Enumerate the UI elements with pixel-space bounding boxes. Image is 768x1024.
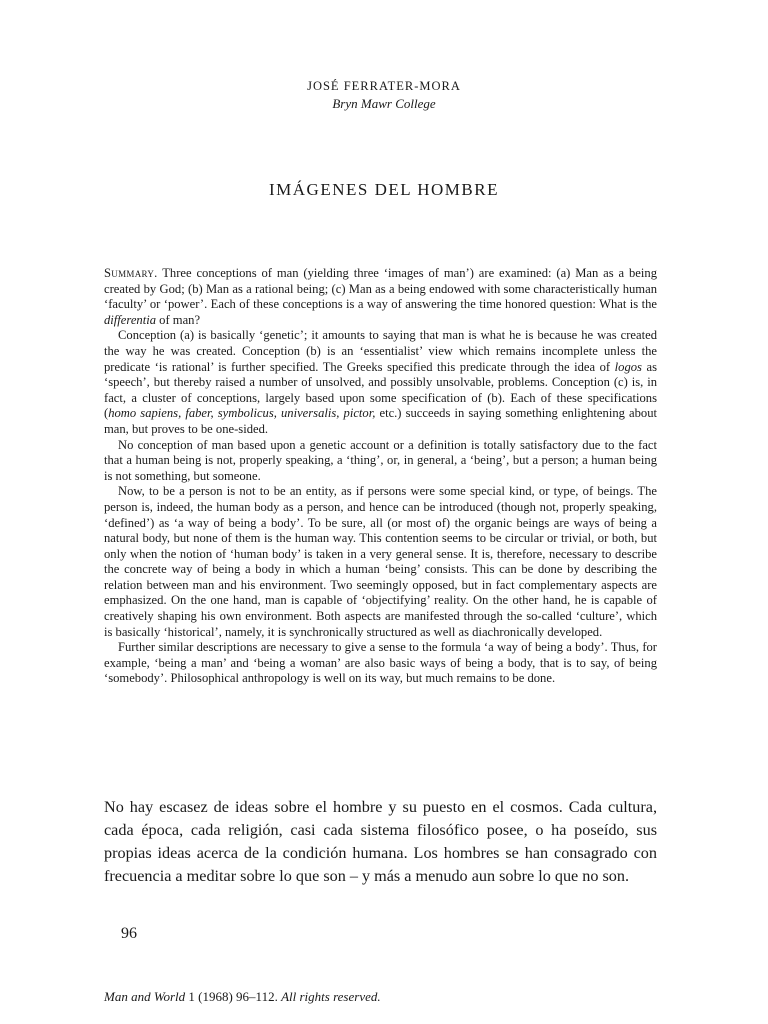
body-paragraph: No hay escasez de ideas sobre el hombre y su puesto en el cosmos. Cada cultura, cada época, cada religión, casi cada sistema filosófico posee, o ha poseído, sus propias ideas acerca de la condición humana. Los hombres se han consagrado con frecuencia a meditar sobre lo que son – y más a menudo aun sobre lo que no son. <box>104 798 657 885</box>
page-number: 96 <box>121 925 137 942</box>
author-affiliation: Bryn Mawr College <box>332 96 436 111</box>
body-text <box>104 796 657 888</box>
summary-label: Summary. <box>104 266 158 280</box>
summary-paragraph-4: Now, to be a person is not to be an entity, as if persons were some special kind, or type, of beings. The person is, indeed, the human body as a person, and hence can be introduced (though not, properly speaking, ‘defined’) as ‘a way of being a body’. To be sure, all (or most of) the organic beings are ways of being a natural body, but none of them is the human way. This contention seems to be circular or trivial, or both, but only when the notion of ‘human body’ is taken in a very general sense. It is, therefore, necessary to describe the concrete way of being a body in which a human ‘being’ consists. This can be done by describing the relation between man and his environment. Two seemingly opposed, but in fact complementary aspects are emphasized. On the one hand, man is capable of ‘objectifying’ reality. On the other hand, he is capable of creatively shaping his own environment. Both aspects are manifested through the so-called ‘culture’, which is basically ‘historical’, namely, it is synchronically structured as well as diachronically developed. <box>104 484 657 639</box>
summary-paragraph-1: Summary. Three conceptions of man (yielding three ‘images of man’) are examined: (a) Man as a being created by God; (b) Man as a rational being; (c) Man as a being endowed with some characteristically human ‘faculty’ or ‘power’. Each of these conceptions is a way of answering the time honored question: What is the differentia of man? <box>104 266 657 327</box>
article-title: IMÁGENES DEL HOMBRE <box>269 180 499 199</box>
summary-paragraph-2: Conception (a) is basically ‘genetic’; it amounts to saying that man is what he is because he was created the way he was created. Conception (b) is an ‘essentialist’ view which remains incomplete unless the predicate ‘is rational’ is further specified. The Greeks specified this predicate through the idea of logos as ‘speech’, but thereby raised a number of unsolved, and possibly unsolvable, problems. Conception (c) is, in fact, a cluster of conceptions, largely based upon some specification of (b). Each of these specifications (homo sapiens, faber, symbolicus, universalis, pictor, etc.) succeeds in saying something enlightening about man, but proves to be one-sided. <box>104 328 657 436</box>
summary-section <box>104 266 657 687</box>
summary-paragraph-5: Further similar descriptions are necessary to give a sense to the formula ‘a way of being a body’. Thus, for example, ‘being a man’ and ‘being a woman’ are also basic ways of being a body, that is to say, of being ‘somebody’. Philosophical anthropology is well on its way, but much remains to be done. <box>104 640 657 686</box>
journal-volume: 1 <box>188 989 195 1004</box>
footer-citation <box>104 989 381 1005</box>
summary-paragraph-3: No conception of man based upon a genetic account or a definition is totally satisfactory due to the fact that a human being is not, properly speaking, a ‘thing’, or, in general, a ‘being’, but a person; a human being is not something, but someone. <box>104 437 657 483</box>
journal-name: Man and World <box>104 989 186 1004</box>
journal-details: (1968) 96–112. <box>194 989 282 1004</box>
author-name: JOSÉ FERRATER-MORA <box>307 79 461 93</box>
rights-notice: All rights reserved. <box>281 989 381 1004</box>
